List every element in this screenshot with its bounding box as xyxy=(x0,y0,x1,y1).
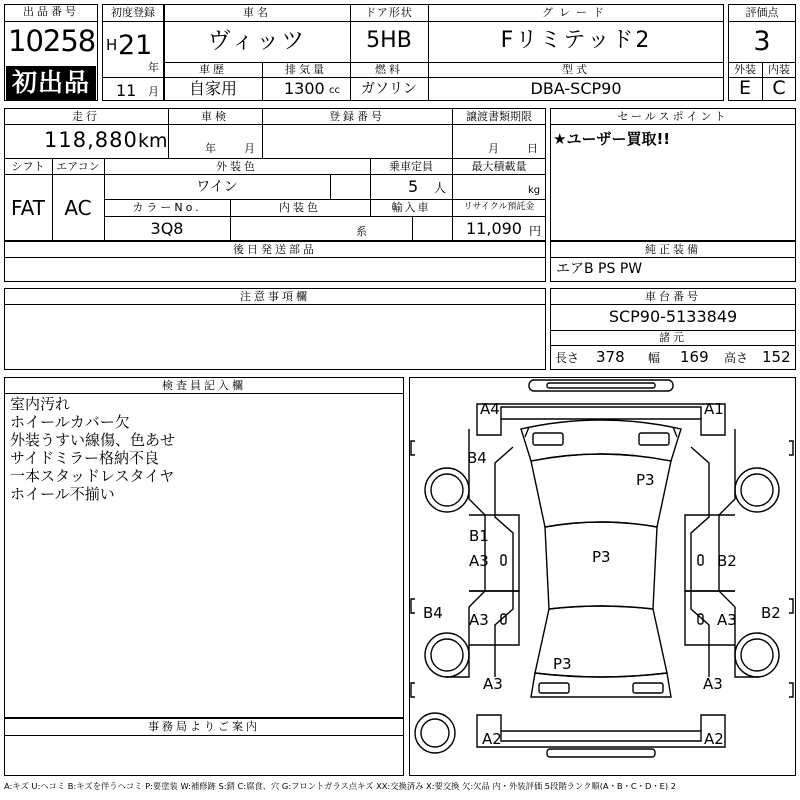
mileage: 118,880 xyxy=(44,128,138,152)
history: 自家用 xyxy=(188,79,237,98)
damage-mark: B4 xyxy=(423,604,443,622)
damage-mark: A3 xyxy=(703,675,723,693)
inspector-note: ホイールカバー欠 xyxy=(10,413,130,431)
era: H xyxy=(106,36,118,54)
office-label: 事務局よりご案内 xyxy=(148,720,260,733)
damage-mark: B2 xyxy=(761,604,781,622)
damage-mark: B4 xyxy=(467,449,487,467)
damage-mark: P3 xyxy=(553,655,572,673)
inspector-note: サイドミラー格納不良 xyxy=(10,449,159,467)
max-load-label: 最大積載量 xyxy=(471,160,527,173)
damage-mark: A3 xyxy=(469,552,489,570)
damage-mark: A2 xyxy=(704,730,724,748)
exterior-color: ワイン xyxy=(196,179,238,195)
car-name-label: 車名 xyxy=(243,6,271,19)
exterior-color-label: 外装色 xyxy=(216,160,258,173)
capacity: 5 xyxy=(408,177,419,196)
kg-unit: kg xyxy=(528,185,541,196)
color-no: 3Q8 xyxy=(150,219,184,238)
width-label: 幅 xyxy=(648,351,661,365)
car-diagram xyxy=(409,377,796,776)
aircon-label: エアコン xyxy=(56,160,100,173)
damage-mark: A3 xyxy=(483,675,503,693)
series-unit: 系 xyxy=(356,225,367,238)
shift-label: シフト xyxy=(11,160,45,173)
sales-point-box xyxy=(550,108,796,241)
recycle-fee: 11,090 xyxy=(466,219,522,238)
sales-point: ★ユーザー買取!! xyxy=(553,130,671,148)
length-label: 長さ xyxy=(555,351,580,365)
length: 378 xyxy=(596,348,625,366)
deadline-month-unit: 月 xyxy=(488,142,499,155)
displacement-label: 排気量 xyxy=(285,63,327,76)
inspector-note: ホイール不揃い xyxy=(10,485,115,503)
fuel: ガソリン xyxy=(361,81,417,97)
height: 152 xyxy=(762,348,791,366)
car-name: ヴィッツ xyxy=(207,28,307,54)
grade-label: グレード xyxy=(542,6,610,19)
transfer-deadline-label: 譲渡書類期限 xyxy=(466,110,532,123)
cc-unit: cc xyxy=(329,85,340,96)
height-label: 高さ xyxy=(724,351,749,365)
registration-year: 21 xyxy=(118,30,153,61)
damage-mark: A3 xyxy=(469,611,489,629)
damage-mark: P3 xyxy=(592,548,611,566)
color-no-label: カラーNo. xyxy=(132,201,202,214)
interior-label: 内装 xyxy=(768,63,790,76)
sales-point-label: セールスポイント xyxy=(617,110,729,123)
width: 169 xyxy=(680,348,709,366)
yen-unit: 円 xyxy=(529,224,542,238)
persons-unit: 人 xyxy=(434,181,447,195)
legend: A:キズ U:ヘコミ B:キズを伴うヘコミ P:要塗装 W:補修跡 S:錆 C:腐食、穴 G:フロントガラス点キズ XX:交換済み X:要交換 欠:欠品 内・外装評価 5段階ランク順(A・B・C・D・E) 2 xyxy=(4,782,677,791)
fuel-label: 燃料 xyxy=(375,63,403,76)
registration-no-label: 登録番号 xyxy=(329,110,385,123)
damage-mark: A1 xyxy=(704,400,724,418)
model-label: 型式 xyxy=(562,63,590,76)
interior-color-label: 内装色 xyxy=(279,201,321,214)
year-unit: 年 xyxy=(148,61,159,74)
chassis-no: SCP90-5133849 xyxy=(608,307,738,326)
inspection-label: 車検 xyxy=(201,110,229,123)
door-type-label: ドア形状 xyxy=(365,6,413,19)
lot-number-label: 出品番号 xyxy=(23,5,79,18)
damage-mark: A3 xyxy=(717,611,737,629)
import-label: 輸入車 xyxy=(391,201,431,214)
inspection-year-unit: 年 xyxy=(205,142,216,155)
grade: Fリミテッド2 xyxy=(500,28,652,53)
history-label: 車歴 xyxy=(199,63,227,76)
inspector-note: 一本スタッドレスタイヤ xyxy=(10,467,175,485)
inspector-note: 外装うすい線傷、色あせ xyxy=(10,431,176,449)
door-type: 5HB xyxy=(366,28,412,53)
inspector-notes xyxy=(10,395,175,503)
recycle-label: リサイクル預託金 xyxy=(463,202,535,212)
exterior-label: 外装 xyxy=(734,63,756,76)
chassis-no-label: 車台番号 xyxy=(645,290,701,303)
inspector-label: 検査員記入欄 xyxy=(162,379,246,392)
interior-grade: C xyxy=(772,77,786,99)
score-label: 評価点 xyxy=(745,6,779,19)
model: DBA-SCP90 xyxy=(530,79,622,98)
specs-label: 諸元 xyxy=(659,331,687,344)
damage-mark: B1 xyxy=(469,527,489,545)
month-unit: 月 xyxy=(148,85,159,98)
damage-mark: B2 xyxy=(717,552,737,570)
first-time-badge: 初出品 xyxy=(6,66,96,100)
genuine-equipment-label: 純正装備 xyxy=(645,243,701,256)
later-parts-label: 後日発送部品 xyxy=(233,243,317,256)
genuine-equipment: エアB PS PW xyxy=(556,261,643,277)
damage-mark: A2 xyxy=(482,730,502,748)
shift: FAT xyxy=(10,196,45,220)
damage-mark: A4 xyxy=(480,400,500,418)
registration-month: 11 xyxy=(116,81,137,100)
score: 3 xyxy=(753,26,771,57)
exterior-grade: E xyxy=(738,77,751,99)
displacement: 1300 xyxy=(284,79,325,98)
capacity-label: 乗車定員 xyxy=(389,160,433,173)
inspector-note: 室内汚れ xyxy=(10,395,71,413)
aircon: AC xyxy=(64,196,92,220)
lot-number: 10258 xyxy=(8,24,96,58)
damage-mark: P3 xyxy=(636,471,655,489)
deadline-day-unit: 日 xyxy=(527,142,538,155)
notes-label: 注意事項欄 xyxy=(240,290,310,303)
mileage-label: 走行 xyxy=(72,110,100,123)
km-unit: km xyxy=(138,130,168,152)
first-registration-label: 初度登録 xyxy=(111,6,155,19)
inspection-month-unit: 月 xyxy=(244,142,255,155)
